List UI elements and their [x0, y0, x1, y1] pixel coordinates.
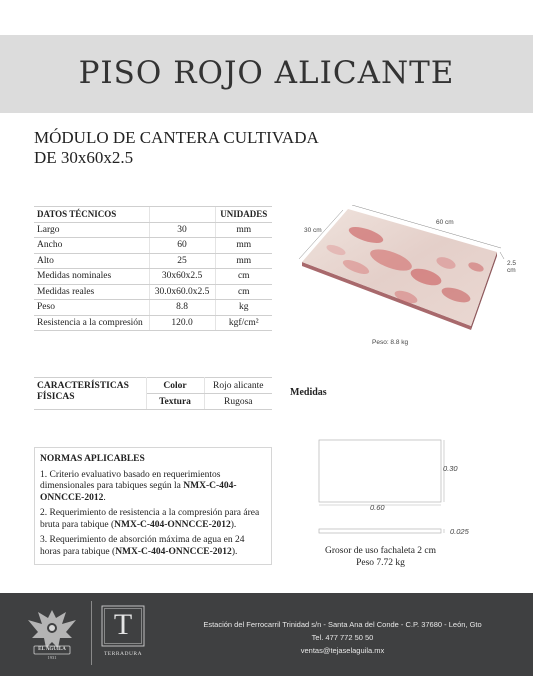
- norma-item: 1. Criterio evaluativo basado en requerimientos dimensionales para tabiques según la NMX-C-404-ONNCCE-2012.: [40, 469, 237, 503]
- medidas-heading: Medidas: [290, 387, 327, 398]
- row-unit: kg: [215, 300, 272, 316]
- drawing-width-label: 0.60: [370, 503, 385, 512]
- drawing-thickness-label: 0.025: [450, 527, 469, 536]
- footer-phone: Tel. 477 772 50 50: [311, 633, 374, 642]
- header-unidades: UNIDADES: [215, 207, 272, 223]
- characteristics-title: CARACTERÍSTICAS FÍSICAS: [34, 378, 146, 410]
- row-value: 8.8: [149, 300, 215, 316]
- subtitle-line-1: MÓDULO DE CANTERA CULTIVADA: [34, 128, 319, 147]
- row-unit: mm: [215, 253, 272, 269]
- tile-illustration: [296, 205, 526, 350]
- thickness-dimension-line: [500, 252, 504, 259]
- row-label: Largo: [34, 222, 149, 238]
- caption-line-2: Peso 7.72 kg: [356, 558, 405, 568]
- row-unit: mm: [215, 222, 272, 238]
- tile-weight-label: Peso: 8.8 kg: [372, 339, 409, 346]
- row-value: 120.0: [149, 315, 215, 331]
- terradura-name: TERRADURA: [103, 651, 143, 657]
- physical-characteristics-table: [34, 377, 272, 410]
- normas-box: [34, 447, 272, 565]
- caption-line-1: Grosor de uso fachaleta 2 cm: [324, 546, 437, 556]
- norma-item: 3. Requerimiento de absorción máxima de agua en 24 horas para tabique (NMX-C-404-ONNCCE-2012).: [40, 535, 245, 557]
- footer-address: Estación del Ferrocarril Trinidad s/n - Santa Ana del Conde - C.P. 37680 - León, Gto: [203, 620, 482, 629]
- characteristic-key: Color: [146, 378, 204, 394]
- subtitle-line-2: DE 30x60x2.5: [34, 148, 134, 167]
- characteristic-key: Textura: [146, 394, 204, 410]
- technical-data-table: [34, 206, 272, 331]
- tile-width-label: 60 cm: [436, 219, 454, 226]
- table-row: [34, 315, 272, 331]
- normas-title: NORMAS APLICABLES: [40, 454, 145, 464]
- header-empty: [149, 207, 215, 223]
- table-row: [34, 378, 272, 394]
- side-view-rect: [319, 529, 441, 533]
- characteristic-value: Rojo alicante: [204, 378, 272, 394]
- row-value: 25: [149, 253, 215, 269]
- table-row: [34, 284, 272, 300]
- row-unit: kgf/cm²: [215, 315, 272, 331]
- characteristic-value: Rugosa: [204, 394, 272, 410]
- table-row: [34, 300, 272, 316]
- table-header-row: [34, 207, 272, 223]
- row-unit: cm: [215, 284, 272, 300]
- drawing-height-label: 0.30: [443, 464, 458, 473]
- table-row: [34, 238, 272, 254]
- row-label: Medidas reales: [34, 284, 149, 300]
- footer-email[interactable]: ventas@tejaselaguila.mx: [300, 646, 385, 655]
- el-aguila-logo: [22, 604, 82, 662]
- row-unit: mm: [215, 238, 272, 254]
- measurement-caption: [318, 545, 443, 569]
- tile-thickness-label: 2.5 cm: [507, 260, 517, 274]
- row-label: Alto: [34, 253, 149, 269]
- norma-item: 2. Requerimiento de resistencia a la compresión para área bruta para tabique (NMX-C-404-ONNCCE-2012).: [40, 508, 260, 530]
- row-value: 30x60x2.5: [149, 269, 215, 285]
- row-label: Medidas nominales: [34, 269, 149, 285]
- front-view-rect: [319, 440, 441, 502]
- footer-divider: [91, 601, 92, 665]
- table-row: [34, 269, 272, 285]
- footer-contact: [160, 618, 525, 657]
- eagle-icon: [22, 604, 82, 662]
- terradura-letter: T: [113, 608, 133, 641]
- measurement-drawing: [312, 438, 492, 538]
- tile-product-image: [296, 205, 526, 350]
- row-label: Resistencia a la compresión: [34, 315, 149, 331]
- row-value: 30.0x60.0x2.5: [149, 284, 215, 300]
- logo-aguila-year: 1931: [47, 655, 57, 660]
- tile-height-label: 30 cm: [304, 227, 322, 234]
- row-value: 60: [149, 238, 215, 254]
- table-row: [34, 253, 272, 269]
- page-title: PISO ROJO ALICANTE: [78, 55, 455, 91]
- row-unit: cm: [215, 269, 272, 285]
- measurement-diagram: [312, 438, 492, 538]
- header-datos-tecnicos: DATOS TÉCNICOS: [34, 207, 149, 223]
- row-label: Ancho: [34, 238, 149, 254]
- table-row: [34, 222, 272, 238]
- row-label: Peso: [34, 300, 149, 316]
- logo-aguila-text: EL ÁGUILA: [38, 647, 66, 652]
- product-subtitle: [34, 128, 319, 168]
- row-value: 30: [149, 222, 215, 238]
